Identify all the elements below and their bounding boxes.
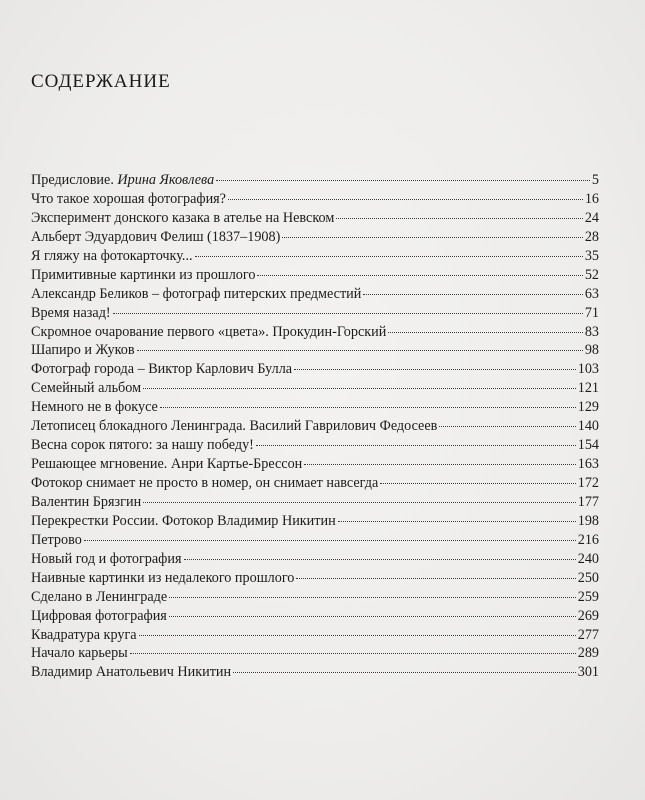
toc-entry-page-number: 301 — [577, 664, 599, 681]
toc-entry-title-text: Альберт Эдуардович Фелиш (1837–1908) — [31, 228, 281, 245]
toc-entry-title-text: Фотокор снимает не просто в номер, он снимает навсегда — [31, 475, 379, 491]
dot-leader — [195, 256, 583, 257]
toc-entry-title-text: Валентин Брязгин — [31, 493, 142, 510]
toc-entry-title-text: Фотограф города – Виктор Карлович Булла — [31, 361, 293, 378]
toc-entry-page-number: 71 — [584, 304, 599, 321]
dot-leader — [439, 426, 575, 427]
toc-entry-page-number: 240 — [577, 550, 599, 567]
toc-entry — [31, 379, 599, 398]
toc-entry-page-number: 277 — [577, 626, 599, 643]
toc-entry-page-number: 172 — [577, 475, 599, 491]
toc-entry-page-number: 98 — [584, 342, 599, 359]
dot-leader — [113, 313, 583, 314]
dot-leader — [296, 578, 575, 579]
toc-entry-page-number: 83 — [584, 323, 599, 340]
toc-entry-title-text: Перекрестки России. Фотокор Владимир Никитин — [31, 512, 336, 529]
page-title: СОДЕРЖАНИЕ — [31, 71, 171, 92]
toc-entry-page-number: 35 — [584, 247, 599, 264]
toc-entry-title-text: Петрово — [31, 531, 82, 548]
toc-entry-title — [31, 171, 214, 190]
toc-entry-author: Ирина Яковлева — [117, 172, 215, 188]
toc-entry — [31, 266, 599, 285]
toc-entry — [31, 569, 599, 588]
toc-entry-title — [31, 474, 378, 493]
toc-entry — [31, 436, 599, 455]
toc-entry — [31, 285, 599, 304]
toc-entry-title-text: Александр Беликов – фотограф питерских предместий — [31, 285, 362, 302]
toc-entry-page-number: 5 — [591, 172, 599, 188]
toc-entry-title — [31, 436, 254, 455]
toc-entry — [31, 512, 599, 531]
toc-entry — [31, 417, 599, 436]
toc-entry-title — [31, 455, 302, 474]
toc-entry — [31, 304, 599, 323]
toc-entry — [31, 663, 599, 682]
toc-entry-page-number: 129 — [577, 399, 599, 416]
dot-leader — [336, 218, 583, 219]
toc-entry — [31, 531, 599, 550]
toc-entry-title — [31, 644, 128, 663]
toc-entry-title — [31, 493, 141, 512]
toc-entry-page-number: 63 — [584, 285, 599, 302]
dot-leader — [143, 502, 576, 503]
toc-entry-page-number: 259 — [577, 588, 599, 605]
toc-entry-title-text: Цифровая фотография — [31, 607, 167, 624]
toc-entry-title-text: Я гляжу на фотокарточку... — [31, 247, 193, 264]
toc-entry-title — [31, 663, 231, 682]
toc-entry-title — [31, 247, 193, 266]
toc-entry-title — [31, 285, 361, 304]
toc-entry-title-text: Шапиро и Жуков — [31, 342, 135, 359]
toc-entry-title-text: Эксперимент донского казака в ателье на Невском — [31, 209, 335, 226]
toc-entry-title-text: Предисловие. — [31, 172, 118, 188]
toc-entry — [31, 190, 599, 209]
toc-entry-title — [31, 512, 336, 531]
toc-entry-title — [31, 417, 437, 436]
toc-entry-title — [31, 607, 167, 626]
toc-entry — [31, 360, 599, 379]
dot-leader — [184, 559, 576, 560]
dot-leader — [304, 464, 575, 465]
dot-leader — [256, 445, 576, 446]
dot-leader — [143, 388, 576, 389]
toc-entry — [31, 228, 599, 247]
toc-entry-title — [31, 266, 255, 285]
toc-entry-title-text: Наивные картинки из недалекого прошлого — [31, 569, 295, 586]
toc-entry-title-text: Летописец блокадного Ленинграда. Василий Гаврилович Федосеев — [31, 418, 438, 435]
toc-entry — [31, 588, 599, 607]
toc-entry — [31, 171, 599, 190]
toc-entry-page-number: 198 — [577, 512, 599, 529]
toc-entry-title — [31, 190, 226, 209]
toc-entry-page-number: 28 — [584, 228, 599, 245]
dot-leader — [294, 369, 576, 370]
toc-entry-title-text: Сделано в Ленинграде — [31, 588, 168, 605]
dot-leader — [137, 350, 583, 351]
toc-entry-title-text: Начало карьеры — [31, 645, 128, 662]
toc-entry — [31, 493, 599, 512]
toc-entry-title-text: Новый год и фотография — [31, 550, 182, 567]
toc-entry — [31, 247, 599, 266]
toc-entry-title — [31, 228, 280, 247]
toc-entry-page-number: 163 — [577, 456, 599, 473]
toc-entry-title-text: Решающее мгновение. Анри Картье-Брессон — [31, 456, 303, 473]
toc-entry-title — [31, 569, 294, 588]
toc-entry-title-text: Что такое хорошая фотография? — [31, 190, 226, 207]
toc-entry-title — [31, 360, 292, 379]
toc-entry-title-text: Примитивные картинки из прошлого — [31, 266, 256, 283]
toc-entry-page-number: 140 — [577, 418, 599, 435]
toc-entry-title — [31, 550, 182, 569]
toc-entry-title-text: Квадратура круга — [31, 626, 137, 643]
toc-entry-page-number: 16 — [584, 190, 599, 207]
dot-leader — [160, 407, 576, 408]
toc-entry-title-text: Весна сорок пятого: за нашу победу! — [31, 437, 254, 454]
toc-entry-title-text: Семейный альбом — [31, 380, 142, 397]
toc-entry-page-number: 177 — [577, 493, 599, 510]
dot-leader — [388, 332, 582, 333]
toc-entry — [31, 341, 599, 360]
table-of-contents — [31, 171, 599, 682]
toc-entry-title-text: Скромное очарование первого «цвета». Прокудин-Горский — [31, 323, 387, 340]
toc-entry — [31, 323, 599, 342]
toc-entry — [31, 398, 599, 417]
dot-leader — [169, 616, 576, 617]
dot-leader — [338, 521, 576, 522]
toc-entry-title — [31, 304, 111, 323]
dot-leader — [380, 483, 575, 484]
toc-entry-title — [31, 531, 82, 550]
toc-entry — [31, 607, 599, 626]
toc-entry — [31, 455, 599, 474]
dot-leader — [84, 540, 576, 541]
toc-entry-title — [31, 398, 158, 417]
toc-entry-title — [31, 379, 141, 398]
dot-leader — [257, 275, 582, 276]
toc-entry-page-number: 250 — [577, 569, 599, 586]
toc-entry-page-number: 121 — [577, 380, 599, 397]
toc-entry-title-text: Немного не в фокусе — [31, 399, 158, 416]
toc-entry-page-number: 24 — [584, 209, 599, 226]
toc-entry-title — [31, 588, 167, 607]
toc-entry-title — [31, 209, 334, 228]
toc-entry-page-number: 52 — [584, 266, 599, 283]
toc-entry-title — [31, 341, 135, 360]
dot-leader — [233, 672, 576, 673]
toc-entry — [31, 550, 599, 569]
dot-leader — [216, 180, 590, 181]
dot-leader — [363, 294, 582, 295]
dot-leader — [282, 237, 582, 238]
toc-entry — [31, 626, 599, 645]
dot-leader — [228, 199, 583, 200]
toc-entry — [31, 209, 599, 228]
toc-entry-title-text: Владимир Анатольевич Никитин — [31, 664, 232, 681]
toc-entry-page-number: 289 — [577, 645, 599, 662]
toc-entry-page-number: 154 — [577, 437, 599, 454]
toc-entry-title-text: Время назад! — [31, 304, 111, 321]
toc-entry — [31, 644, 599, 663]
dot-leader — [130, 653, 576, 654]
toc-entry-page-number: 103 — [577, 361, 599, 378]
toc-entry-page-number: 216 — [577, 531, 599, 548]
dot-leader — [169, 597, 576, 598]
dot-leader — [139, 635, 576, 636]
toc-entry-page-number: 269 — [577, 607, 599, 624]
toc-entry — [31, 474, 599, 493]
toc-entry-title — [31, 626, 137, 645]
toc-entry-title — [31, 323, 386, 342]
